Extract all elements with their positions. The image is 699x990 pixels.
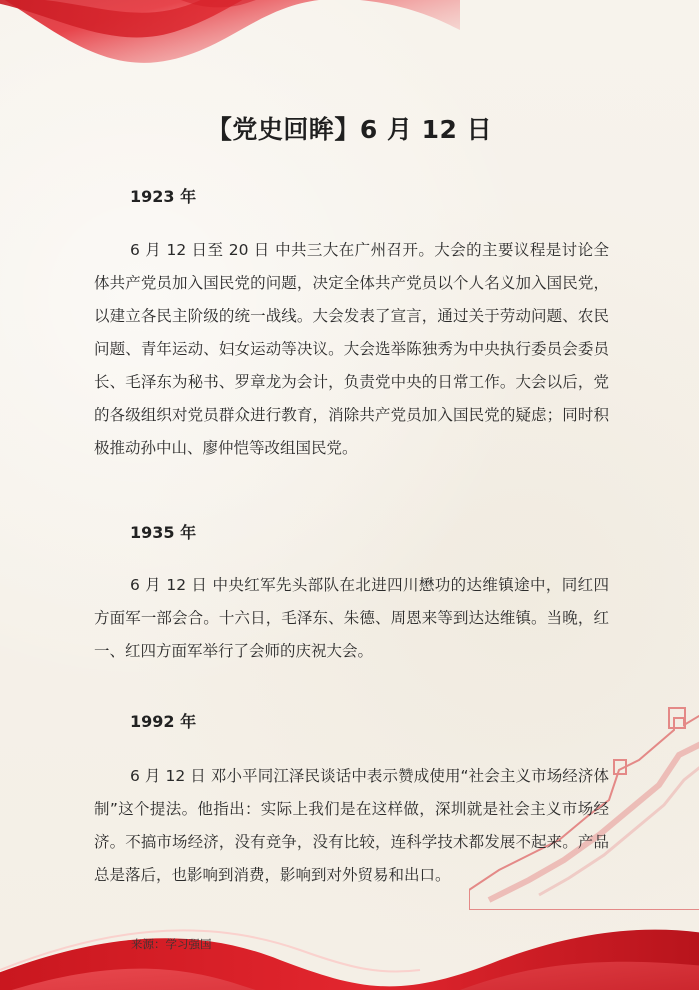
section-year-1992: 1992 年 xyxy=(130,712,197,731)
section-year-1923: 1923 年 xyxy=(130,187,197,206)
section-text-1923: 6 月 12 日至 20 日 中共三大在广州召开。大会的主要议程是讨论全体共产党员加入国民党的问题，决定全体共产党员以个人名义加入国民党，以建立各民主阶级的统一战线。大会发表了宣言，通过关于劳动问题、农民问题、青年运动、妇女运动等决议。大会选举陈独秀为中央执行委员会委员长、毛泽东为秘书、罗章龙为会计，负责党中央的日常工作。大会以后，党的各级组织对党员群众进行教育，消除共产党员加入国民党的疑虑；同时积极推动孙中山、廖仲恺等改组国民党。 xyxy=(94,241,609,457)
section-text-1935: 6 月 12 日 中央红军先头部队在北进四川懋功的达维镇途中，同红四方面军一部会合。十六日，毛泽东、朱德、周恩来等到达达维镇。当晚，红一、红四方面军举行了会师的庆祝大会。 xyxy=(94,576,609,660)
section-text-1992: 6 月 12 日 邓小平同江泽民谈话中表示赞成使用“社会主义市场经济体制”这个提法。他指出：实际上我们是在这样做，深圳就是社会主义市场经济。不搞市场经济，没有竞争，没有比较，连科学技术都发展不起来。产品总是落后，也影响到消费，影响到对外贸易和出口。 xyxy=(94,767,609,884)
section-year-1935: 1935 年 xyxy=(130,523,197,542)
source-credit: 来源：学习强国 xyxy=(131,937,212,951)
page-title: 【党史回眸】6 月 12 日 xyxy=(206,115,493,144)
